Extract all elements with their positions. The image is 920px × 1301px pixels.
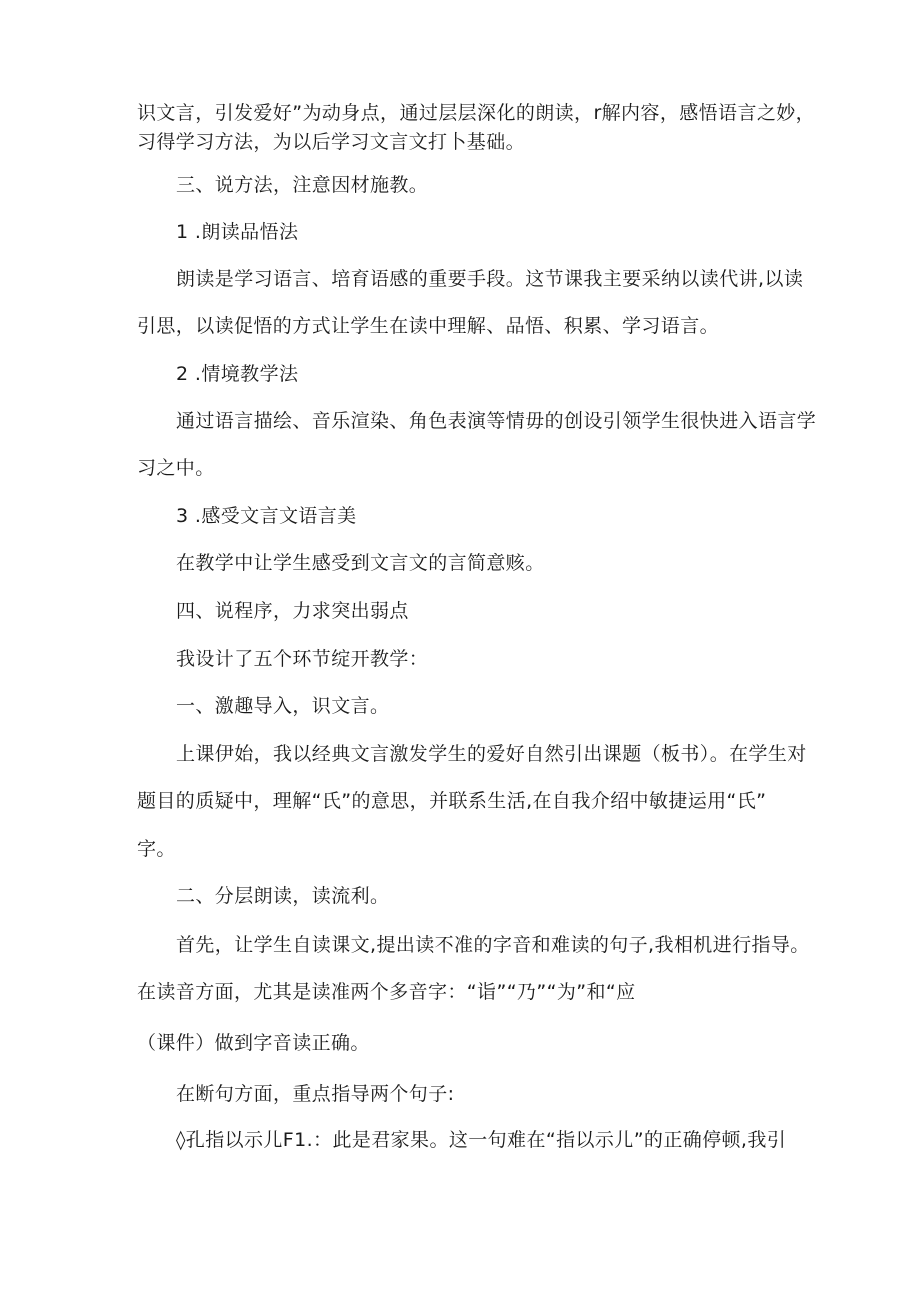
text-line-9: 习之中。 xyxy=(137,457,215,479)
text-line-17: 字。 xyxy=(137,838,176,860)
text-line-1: 识文言，引发爱好”为动身点，通过层层深化的朗读，r解内容，感悟语言之妙， xyxy=(137,102,816,124)
section-heading-4: 四、说程序，力求突出弱点 xyxy=(176,600,409,622)
text-line-20: 在读音方面，尤其是读准两个多音字：“诣”“乃”“为”和“应 xyxy=(137,981,636,1003)
section-heading-3: 三、说方法，注意因材施教。 xyxy=(176,174,429,196)
text-line-23: ◊孔指以示儿F1.：此是君家果。这一句难在“指以示儿”的正确停顿,我引 xyxy=(176,1129,787,1151)
text-line-2: 习得学习方法，为以后学习文言文打卜基础。 xyxy=(137,131,526,153)
step-heading-1: 一、激趣导入，识文言。 xyxy=(176,695,390,717)
text-line-15: 上课伊始，我以经典文言激发学生的爱好自然引出课题（板书）。在学生对 xyxy=(176,743,807,765)
text-line-13: 我设计了五个环节绽开教学： xyxy=(176,648,429,670)
method-heading-3: 3 .感受文言文语言美 xyxy=(176,505,357,527)
text-line-22: 在断句方面，重点指导两个句子: xyxy=(176,1083,455,1105)
text-line-16: 题目的质疑中，理解“氏”的意思，并联系生活,在自我介绍中敏捷运用“氏” xyxy=(137,790,767,812)
text-line-19: 首先，让学生自读课文,提出读不准的字音和难读的句子,我相机进行指导。 xyxy=(176,934,810,956)
step-heading-2: 二、分层朗读，读流利。 xyxy=(176,885,390,907)
text-line-5: 朗读是学习语言、培育语感的重要手段。这节课我主要采纳以读代讲,以读 xyxy=(176,268,804,290)
text-line-8: 通过语言描绘、音乐渲染、角色表演等情毋的创设引领学生很快进入语言学 xyxy=(176,410,817,432)
method-heading-1: 1 .朗读品悟法 xyxy=(176,221,299,243)
method-heading-2: 2 .情境教学法 xyxy=(176,363,299,385)
text-line-21: （课件）做到字音读正确。 xyxy=(137,1032,370,1054)
text-line-11: 在教学中让学生感受到文言文的言简意赅。 xyxy=(176,552,545,574)
text-line-6: 引思，以读促悟的方式让学生在读中理解、品悟、积累、学习语言。 xyxy=(137,315,720,337)
